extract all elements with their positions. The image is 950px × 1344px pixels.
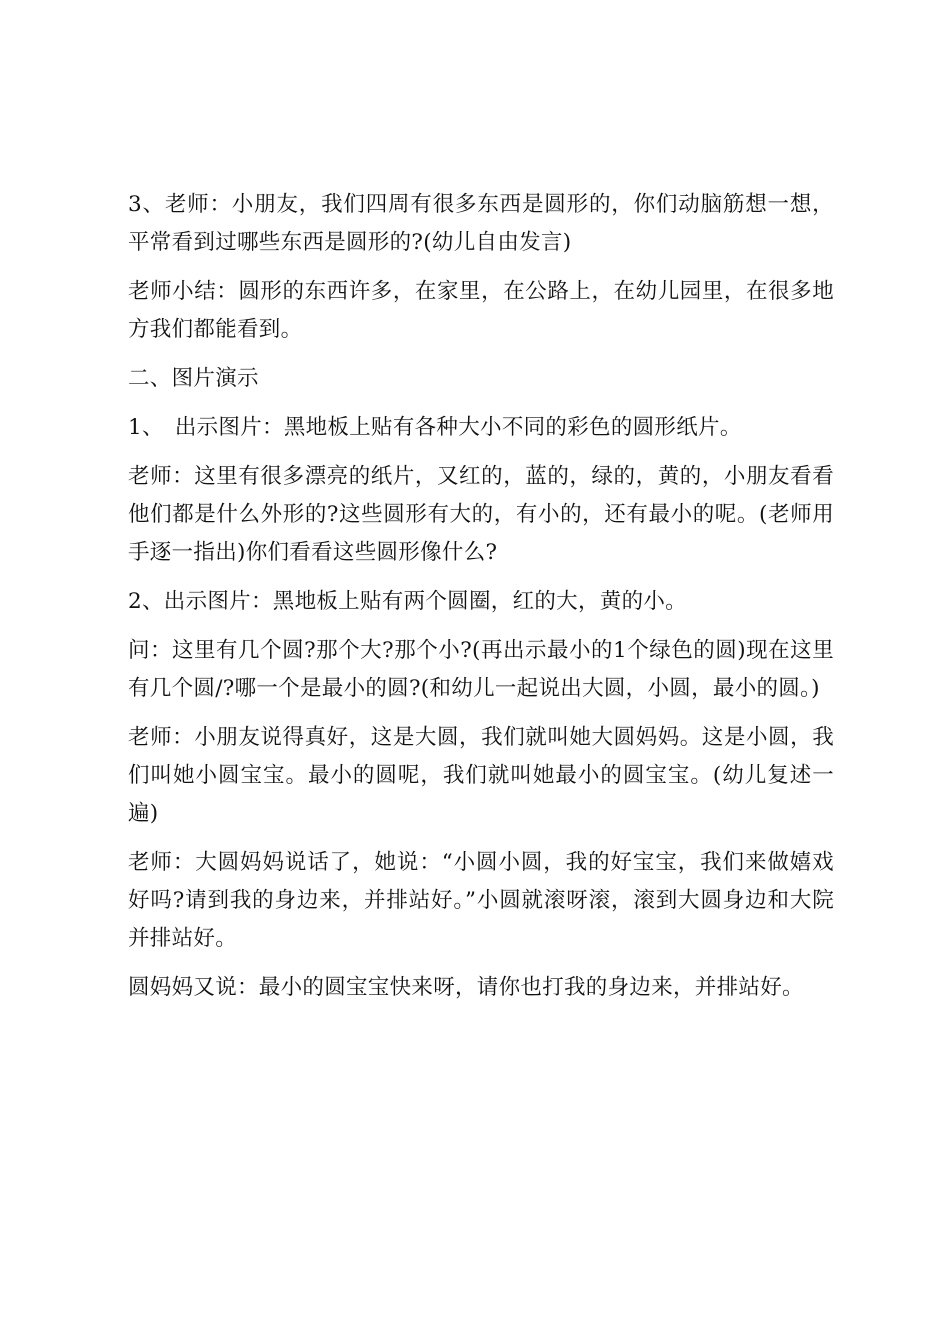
paragraph-step-1-show-picture: 1、 出示图片：黑地板上贴有各种大小不同的彩色的圆形纸片。 xyxy=(128,415,742,440)
paragraph-step-3-question: 3、老师：小朋友，我们四周有很多东西是圆形的，你们动脑筋想一想，平常看到过哪些东西是圆形的?(幼儿自由发言) xyxy=(128,192,834,255)
paragraph-step-2-show-picture: 2、出示图片：黑地板上贴有两个圆圈，红的大，黄的小。 xyxy=(128,589,687,614)
paragraph-teacher-big-circle-talks: 老师：大圆妈妈说话了，她说：“小圆小圆，我的好宝宝，我们来做嬉戏好吗?请到我的身边来，并排站好。”小圆就滚呀滚，滚到大圆身边和大院并排站好。 xyxy=(128,850,834,951)
paragraph-circle-mother-says: 圆妈妈又说：最小的圆宝宝快来呀，请你也打我的身边来，并排站好。 xyxy=(128,975,804,1000)
paragraph-teacher-circle-names: 老师：小朋友说得真好，这是大圆，我们就叫她大圆妈妈。这是小圆，我们叫她小圆宝宝。最小的圆呢，我们就叫她最小的圆宝宝。(幼儿复述一遍) xyxy=(128,725,834,826)
paragraph-teacher-summary: 老师小结：圆形的东西许多，在家里，在公路上，在幼儿园里，在很多地方我们都能看到。 xyxy=(128,279,834,342)
document-body xyxy=(128,186,834,1018)
section-heading-picture-demo: 二、图片演示 xyxy=(128,366,259,391)
paragraph-question-circles: 问：这里有几个圆?那个大?那个小?(再出示最小的1个绿色的圆)现在这里有几个圆/?哪一个是最小的圆?(和幼儿一起说出大圆，小圆，最小的圆。) xyxy=(128,638,834,701)
paragraph-teacher-colorful-paper: 老师：这里有很多漂亮的纸片，又红的，蓝的，绿的，黄的，小朋友看看他们都是什么外形的?这些圆形有大的，有小的，还有最小的呢。(老师用手逐一指出)你们看看这些圆形像什么? xyxy=(128,464,834,565)
